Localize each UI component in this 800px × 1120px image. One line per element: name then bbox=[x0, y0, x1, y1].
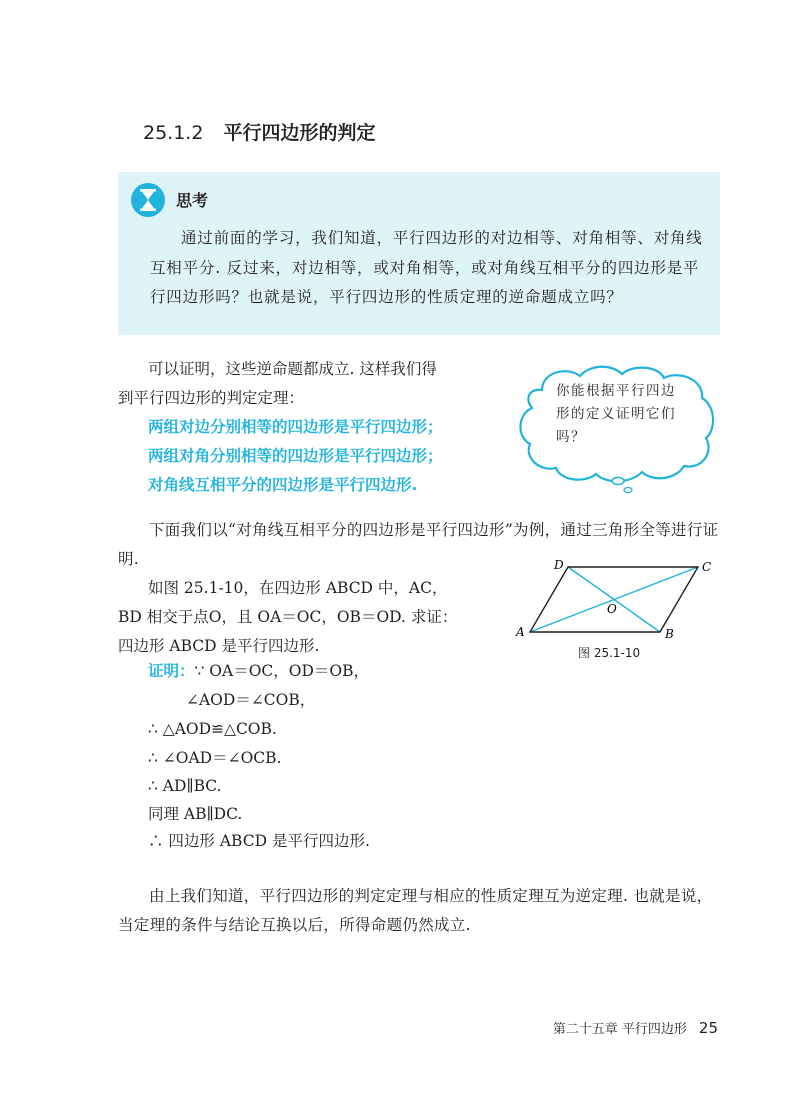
label-c: C bbox=[702, 560, 712, 574]
page-footer bbox=[553, 1018, 718, 1037]
hourglass-icon bbox=[130, 182, 166, 218]
think-text: 通过前面的学习，我们知道，平行四边形的对边相等、对角相等、对角线互相平分. 反过来，对边相等，或对角相等，或对角线互相平分的四边形是平行四边形吗？也就是说，平行四边形的性质定理的逆命题成立吗？ bbox=[150, 229, 703, 306]
proof-step: ∵ OA＝OC，OD＝OB， bbox=[194, 662, 370, 680]
parallelogram-figure bbox=[508, 556, 723, 646]
conclusion-paragraph: 由上我们知道，平行四边形的判定定理与相应的性质定理互为逆定理. 也就是说，当定理的条件与结论互换以后，所得命题仍然成立. bbox=[118, 887, 713, 934]
label-a: A bbox=[516, 625, 525, 639]
think-box bbox=[118, 172, 720, 335]
figure-25-1-10 bbox=[508, 556, 723, 666]
label-b: B bbox=[665, 627, 674, 641]
given-line-1: 如图 25.1-10，在四边形 ABCD 中，AC， bbox=[148, 579, 448, 597]
label-o: O bbox=[607, 602, 617, 616]
proof-line-2: ∠AOD＝∠COB， bbox=[186, 691, 316, 709]
figure-caption: 图 25.1-10 bbox=[578, 646, 641, 660]
label-d: D bbox=[554, 558, 564, 572]
intro-line-1: 可以证明，这些逆命题都成立. 这样我们得 bbox=[148, 360, 437, 378]
cloud-note: 你能根据平行四边形的定义证明它们吗？ bbox=[556, 383, 676, 445]
given-line-3: 四边形 ABCD 是平行四边形. bbox=[118, 637, 320, 655]
thought-cloud bbox=[512, 360, 722, 500]
section-heading bbox=[143, 118, 375, 145]
proof-line-3: ∴ △AOD≌△COB. bbox=[148, 720, 277, 738]
page-number: 25 bbox=[698, 1019, 718, 1037]
proof-line-7: ∴ 四边形 ABCD 是平行四边形. bbox=[148, 832, 370, 850]
proof-line-4: ∴ ∠OAD＝∠OCB. bbox=[148, 749, 282, 767]
given-line-2: BD 相交于点O，且 OA＝OC，OB＝OD. 求证： bbox=[118, 608, 458, 626]
proof-line-6: 同理 AB∥DC. bbox=[148, 805, 243, 823]
example-paragraph: 下面我们以“对角线互相平分的四边形是平行四边形”为例，通过三角形全等进行证明. bbox=[118, 521, 719, 568]
theorem-1: 两组对边分别相等的四边形是平行四边形； bbox=[148, 418, 443, 436]
intro-line-2: 到平行四边形的判定定理： bbox=[118, 389, 305, 407]
proof-label: 证明： bbox=[148, 662, 195, 680]
think-title: 思考 bbox=[176, 191, 209, 210]
proof-line-5: ∴ AD∥BC. bbox=[148, 777, 222, 795]
section-title: 平行四边形的判定 bbox=[223, 122, 376, 144]
theorem-3: 对角线互相平分的四边形是平行四边形. bbox=[148, 476, 418, 494]
section-number: 25.1.2 bbox=[143, 122, 204, 144]
diagonal-bd bbox=[568, 567, 660, 632]
proof-line-1 bbox=[148, 656, 369, 686]
footer-chapter: 第二十五章 平行四边形 bbox=[552, 1022, 687, 1037]
theorem-2: 两组对角分别相等的四边形是平行四边形； bbox=[148, 447, 443, 465]
